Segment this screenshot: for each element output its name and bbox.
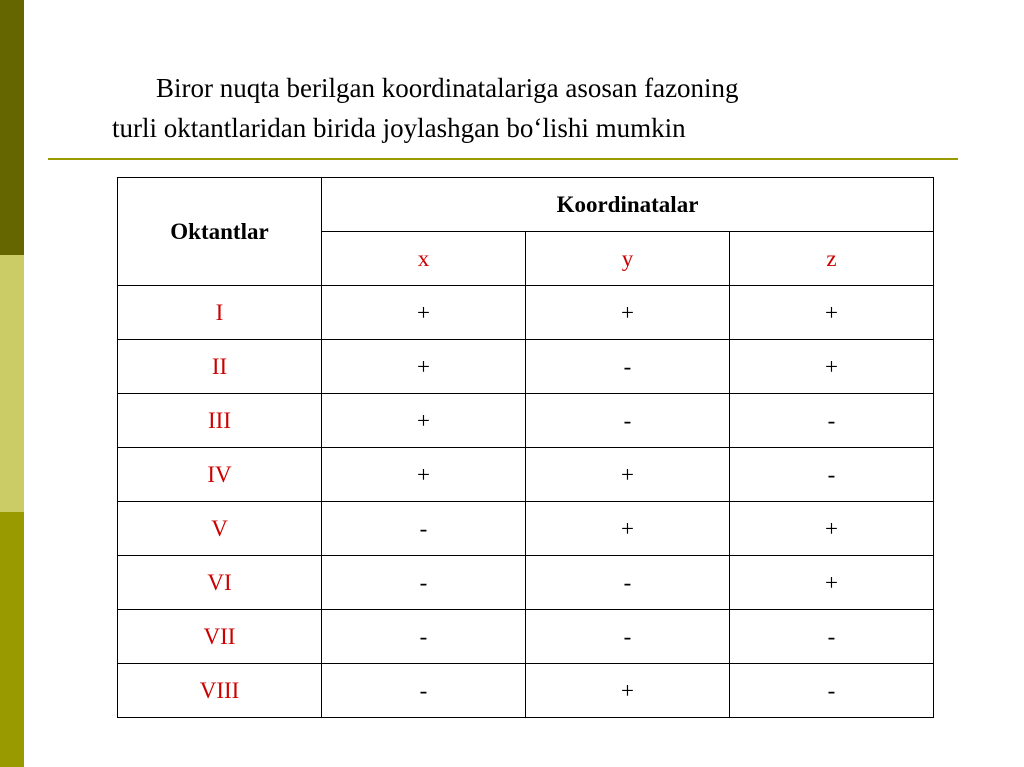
sign-z: - [730, 664, 934, 718]
sign-x: - [322, 556, 526, 610]
axis-label-z: z [730, 232, 934, 286]
sign-x: - [322, 502, 526, 556]
sign-y: - [526, 394, 730, 448]
table-row [118, 502, 934, 556]
sign-y: - [526, 610, 730, 664]
title-line-1: Biror nuqta berilgan koordinatalariga asosan fazoning [156, 73, 739, 103]
sign-y: + [526, 448, 730, 502]
sign-x: + [322, 286, 526, 340]
header-octants: Oktantlar [118, 178, 322, 286]
sign-x: - [322, 664, 526, 718]
header-row [118, 178, 934, 232]
sign-y: + [526, 286, 730, 340]
table-row [118, 664, 934, 718]
side-bar-middle [0, 255, 24, 512]
sign-z: + [730, 502, 934, 556]
octants-table [117, 177, 934, 718]
sign-z: + [730, 286, 934, 340]
octant-label: IV [118, 448, 322, 502]
sign-y: + [526, 664, 730, 718]
sign-z: - [730, 448, 934, 502]
table-row [118, 286, 934, 340]
axis-label-y: y [526, 232, 730, 286]
table-row [118, 448, 934, 502]
title-divider [48, 158, 958, 160]
sign-y: - [526, 556, 730, 610]
title-line-2: turli oktantlaridan birida joylashgan bo‘lishi mumkin [112, 113, 686, 143]
sign-z: + [730, 340, 934, 394]
table-row [118, 340, 934, 394]
table-row [118, 556, 934, 610]
sign-x: + [322, 448, 526, 502]
octant-label: V [118, 502, 322, 556]
sign-z: - [730, 394, 934, 448]
octant-label: VI [118, 556, 322, 610]
sign-x: + [322, 394, 526, 448]
sign-x: - [322, 610, 526, 664]
sign-z: - [730, 610, 934, 664]
table-row [118, 394, 934, 448]
sign-y: + [526, 502, 730, 556]
sign-x: + [322, 340, 526, 394]
octant-label: VIII [118, 664, 322, 718]
sign-z: + [730, 556, 934, 610]
sign-y: - [526, 340, 730, 394]
octant-label: III [118, 394, 322, 448]
slide-title [112, 68, 912, 148]
side-bar-bottom [0, 512, 24, 767]
axis-label-x: x [322, 232, 526, 286]
octant-label: I [118, 286, 322, 340]
table-row [118, 610, 934, 664]
octant-label: II [118, 340, 322, 394]
header-coordinates: Koordinatalar [322, 178, 934, 232]
octant-label: VII [118, 610, 322, 664]
side-bar-top [0, 0, 24, 255]
